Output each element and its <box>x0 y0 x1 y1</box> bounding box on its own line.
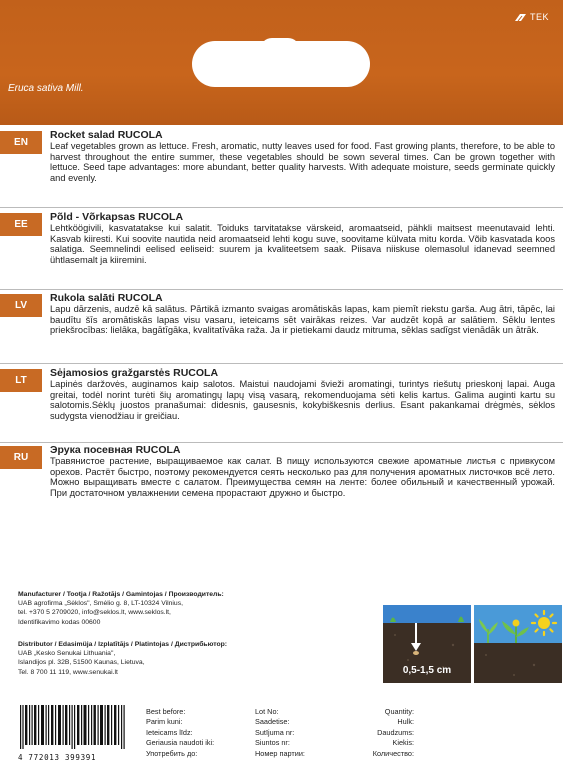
barcode-number: 4 772013 399391 <box>18 753 97 762</box>
manufacturer-line: tel. +370 5 2709020, info@seklos.lt, www.seklos.lt, <box>18 609 171 617</box>
lang-text: Lehtköögivili, kasvatatakse kui salatit. Toiduks tarvitatakse värskeid, aromaatseid, pähkli maitsest meenutavaid lehti. Kasvab kiiresti. Kui soovite nautida neid aromaatseid lehti kogu suve, soovitame külvata mitu korda. Võib kasvatada koos salatiga. Seemnelindi eelised eeliseid: suurem ja kvaliteetsem saak. Piisava niiskuse olemasolul idanevad seemned ühtlasemalt ja kiiremini. <box>50 223 555 265</box>
table-label: Ieteicams līdz: <box>146 727 193 737</box>
table-label: Номер партии: <box>255 748 305 758</box>
table-label: Lot No: <box>255 707 279 716</box>
brand-name: TEK <box>529 12 549 22</box>
lang-title: Rukola salāti RUCOLA <box>50 292 163 304</box>
manufacturer-heading: Manufacturer / Tootja / Ražotājs / Gamintojas / Производитель: <box>18 591 224 598</box>
depth-label: 0,5-1,5 cm <box>402 665 452 676</box>
table-col-lot <box>255 707 305 759</box>
lang-text: Lapu dārzenis, audzē kā salātus. Pārtikā izmanto svaigas aromātiskās lapas, kam piemīt riekstu garša. Aug ātri, tāpēc, lai baudītu šīs aromātiskās lapas visu vasaru, ieteicams sēt vairākas reizes. Var audzēt kopā ar salātiem. Sēklu lentes priekšrocības: lielāka, bagātīgāka, kvalitatīvāka raža. Ja ir pietiekami daudz mitruma, sēklas sadīgst vienādāk un ātrāk. <box>50 304 555 336</box>
lang-title: Эрука посевная RUCOLA <box>50 444 181 456</box>
growth-image <box>474 605 562 683</box>
sowing-depth-image <box>383 605 471 683</box>
lang-tag: EN <box>0 131 42 154</box>
table-label: Hulk: <box>397 717 414 727</box>
leaf-logo-icon <box>514 13 527 22</box>
table-label: Best before: <box>146 707 186 716</box>
lang-tag: EE <box>0 213 42 236</box>
lang-title: Rocket salad RUCOLA <box>50 129 163 141</box>
seedling-sun-illustration <box>474 605 562 683</box>
lang-tag: RU <box>0 446 42 469</box>
divider <box>0 442 563 443</box>
table-col-quantity <box>368 707 414 759</box>
lang-text: Травянистое растение, выращиваемое как салат. В пищу используются свежие ароматные листья с привкусом орехов. Растёт быстро, поэтому рекомендуется сеять несколько раз для получения ароматных листочков всё лето. Можно выращивать вместе с салатом. Преимущества семян на ленте: более обильный и качественный урожай. При достаточном увлажнении семена прорастают дружно и быстро. <box>50 456 555 498</box>
manufacturer-info <box>18 590 258 627</box>
hanger-hole <box>192 41 370 87</box>
table-label: Saadetise: <box>255 717 290 727</box>
table-label: Daudzums: <box>377 727 414 737</box>
table-label: Siuntos nr: <box>255 738 290 748</box>
barcode <box>18 705 128 762</box>
table-label: Parim kuni: <box>146 717 183 727</box>
divider <box>0 363 563 364</box>
manufacturer-line: Identifikavimo kodas 00600 <box>18 618 101 626</box>
table-label: Sutījuma nr: <box>255 727 295 737</box>
table-label: Количество: <box>372 748 414 758</box>
table-col-best-before <box>146 707 214 759</box>
table-label: Geriausia naudoti iki: <box>146 738 215 748</box>
barcode-bars <box>18 705 128 749</box>
lang-tag: LV <box>0 294 42 317</box>
table-label: Kiekis: <box>392 738 414 748</box>
table-label: Употребить до: <box>146 748 198 758</box>
lang-title: Sėjamosios gražgarstės RUCOLA <box>50 367 219 379</box>
distributor-info <box>18 640 258 677</box>
distributor-line: Tel. 8 700 11 119, www.senukai.lt <box>18 668 118 676</box>
divider <box>0 207 563 208</box>
lang-text: Leaf vegetables grown as lettuce. Fresh, aromatic, nutty leaves used for food. Fast growing plants, therefore, to be able to harvest throughout the entire summer, these vegetables should be sown several times. Can be grown together with lettuce. Seed tape advantages: more abundant, better quality harvests. With adequate moisture, seeds germinate quickly and evenly. <box>50 141 555 183</box>
latin-name: Eruca sativa Mill. <box>8 83 84 94</box>
lang-tag: LT <box>0 369 42 392</box>
divider <box>0 289 563 290</box>
package-header <box>0 0 563 125</box>
table-label: Quantity: <box>384 707 414 716</box>
manufacturer-line: UAB agrofirma „Sėklos", Smėlio g. 8, LT-10324 Vilnius, <box>18 600 183 608</box>
lang-title: Põld - Võrkapsas RUCOLA <box>50 211 184 223</box>
distributor-line: Islandijos pl. 32B, 51500 Kaunas, Lietuva, <box>18 659 145 667</box>
distributor-heading: Distributor / Edasimüja / Izplatītājs / Platintojas / Дистрибьютор: <box>18 641 228 648</box>
brand-logo <box>514 12 549 22</box>
lang-text: Lapinės daržovės, auginamos kaip salotos. Maistui naudojami švieži aromatingi, turintys riešutų prieskonį lapai. Auga greitai, todėl norint turėti šių aromatingų lapų visą vasarą, rekomenduojama sėti kelis kartus. Galima auginti kartu su salotomis.Sėklų juostos pranašumai: didesnis, gausesnis, kokybiškesnis derlius. Esant pakankamai drėgmės, sėklos sudygsta vienodžiau ir greičiau. <box>50 379 555 421</box>
distributor-line: UAB „Kesko Senukai Lithuania", <box>18 650 116 658</box>
